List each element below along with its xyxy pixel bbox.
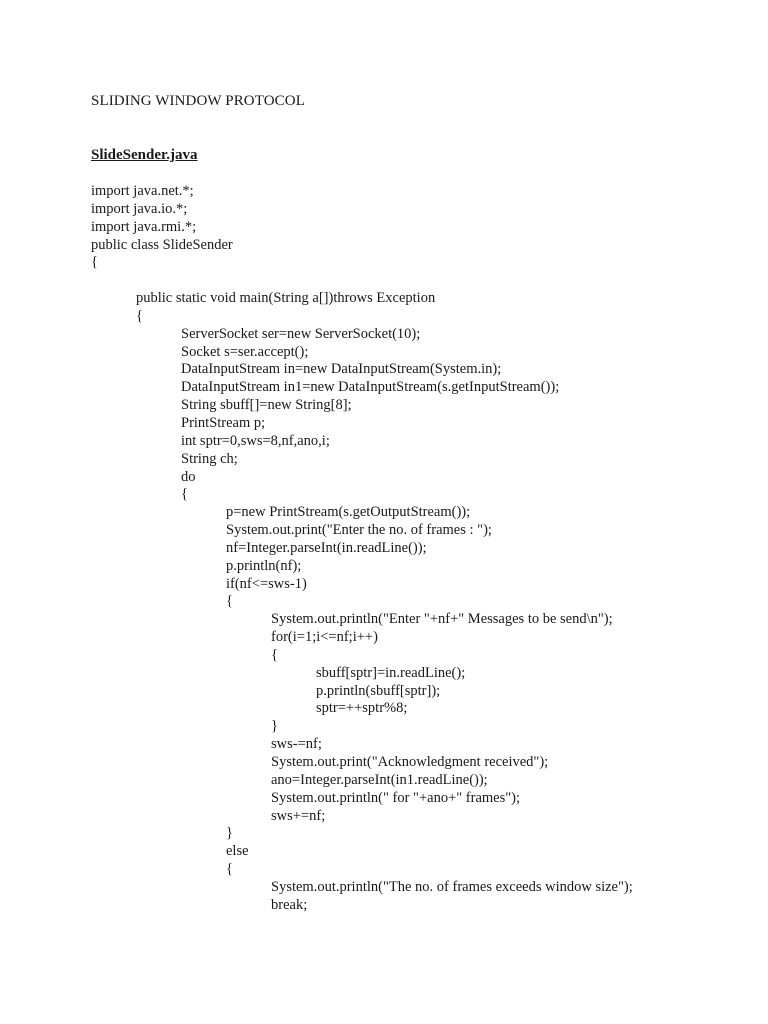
code-line: System.out.print("Acknowledgment received"); [271,754,549,770]
code-line: } [226,825,233,842]
code-line: { [226,861,233,878]
code-line: import java.io.*; [91,200,188,217]
code-line: for(i=1;i<=nf;i++) [271,629,378,646]
code-line: p=new PrintStream(s.getOutputStream()); [226,504,471,521]
code-line: DataInputStream in1=new DataInputStream(s.getInputStream()); [181,379,560,396]
code-line: { [136,307,143,324]
code-listing [91,183,751,915]
code-line: sws-=nf; [271,736,322,753]
document-title: SLIDING WINDOW PROTOCOL [91,93,305,109]
code-line: ano=Integer.parseInt(in1.readLine()); [271,771,488,788]
code-line: nf=Integer.parseInt(in.readLine()); [226,539,427,556]
code-line: sws+=nf; [271,807,326,824]
code-line: System.out.println("The no. of frames exceeds window size"); [271,878,633,895]
code-line: ServerSocket ser=new ServerSocket(10); [181,325,421,342]
code-line: DataInputStream in=new DataInputStream(System.in); [181,361,502,378]
code-line: PrintStream p; [181,414,266,431]
code-line: } [271,718,278,735]
code-line: p.println(sbuff[sptr]); [316,682,441,699]
code-line: { [271,646,278,663]
code-line: int sptr=0,sws=8,nf,ano,i; [181,432,330,449]
code-line: System.out.print("Enter the no. of frames : "); [226,522,492,539]
code-line: { [181,486,188,503]
file-name-heading: SlideSender.java [91,147,198,163]
code-line: Socket s=ser.accept(); [181,343,309,360]
code-line: import java.net.*; [91,183,194,199]
code-line: String ch; [181,450,238,467]
code-line: { [226,593,233,610]
code-line: if(nf<=sws-1) [226,575,307,592]
code-line: String sbuff[]=new String[8]; [181,397,352,414]
code-line: public class SlideSender [91,236,233,253]
code-line: import java.rmi.*; [91,218,197,235]
code-line: do [181,468,196,485]
code-line [91,272,751,290]
code-line: p.println(nf); [226,557,302,574]
code-line: sptr=++sptr%8; [316,700,408,717]
code-line: sbuff[sptr]=in.readLine(); [316,664,466,681]
code-line: break; [271,896,308,913]
code-line: System.out.println("Enter "+nf+" Messages to be send\n"); [271,611,613,628]
code-line: else [226,843,249,860]
code-line: public static void main(String a[])throws Exception [136,290,436,307]
code-line: { [91,254,98,271]
code-line: System.out.println(" for "+ano+" frames"); [271,789,521,806]
